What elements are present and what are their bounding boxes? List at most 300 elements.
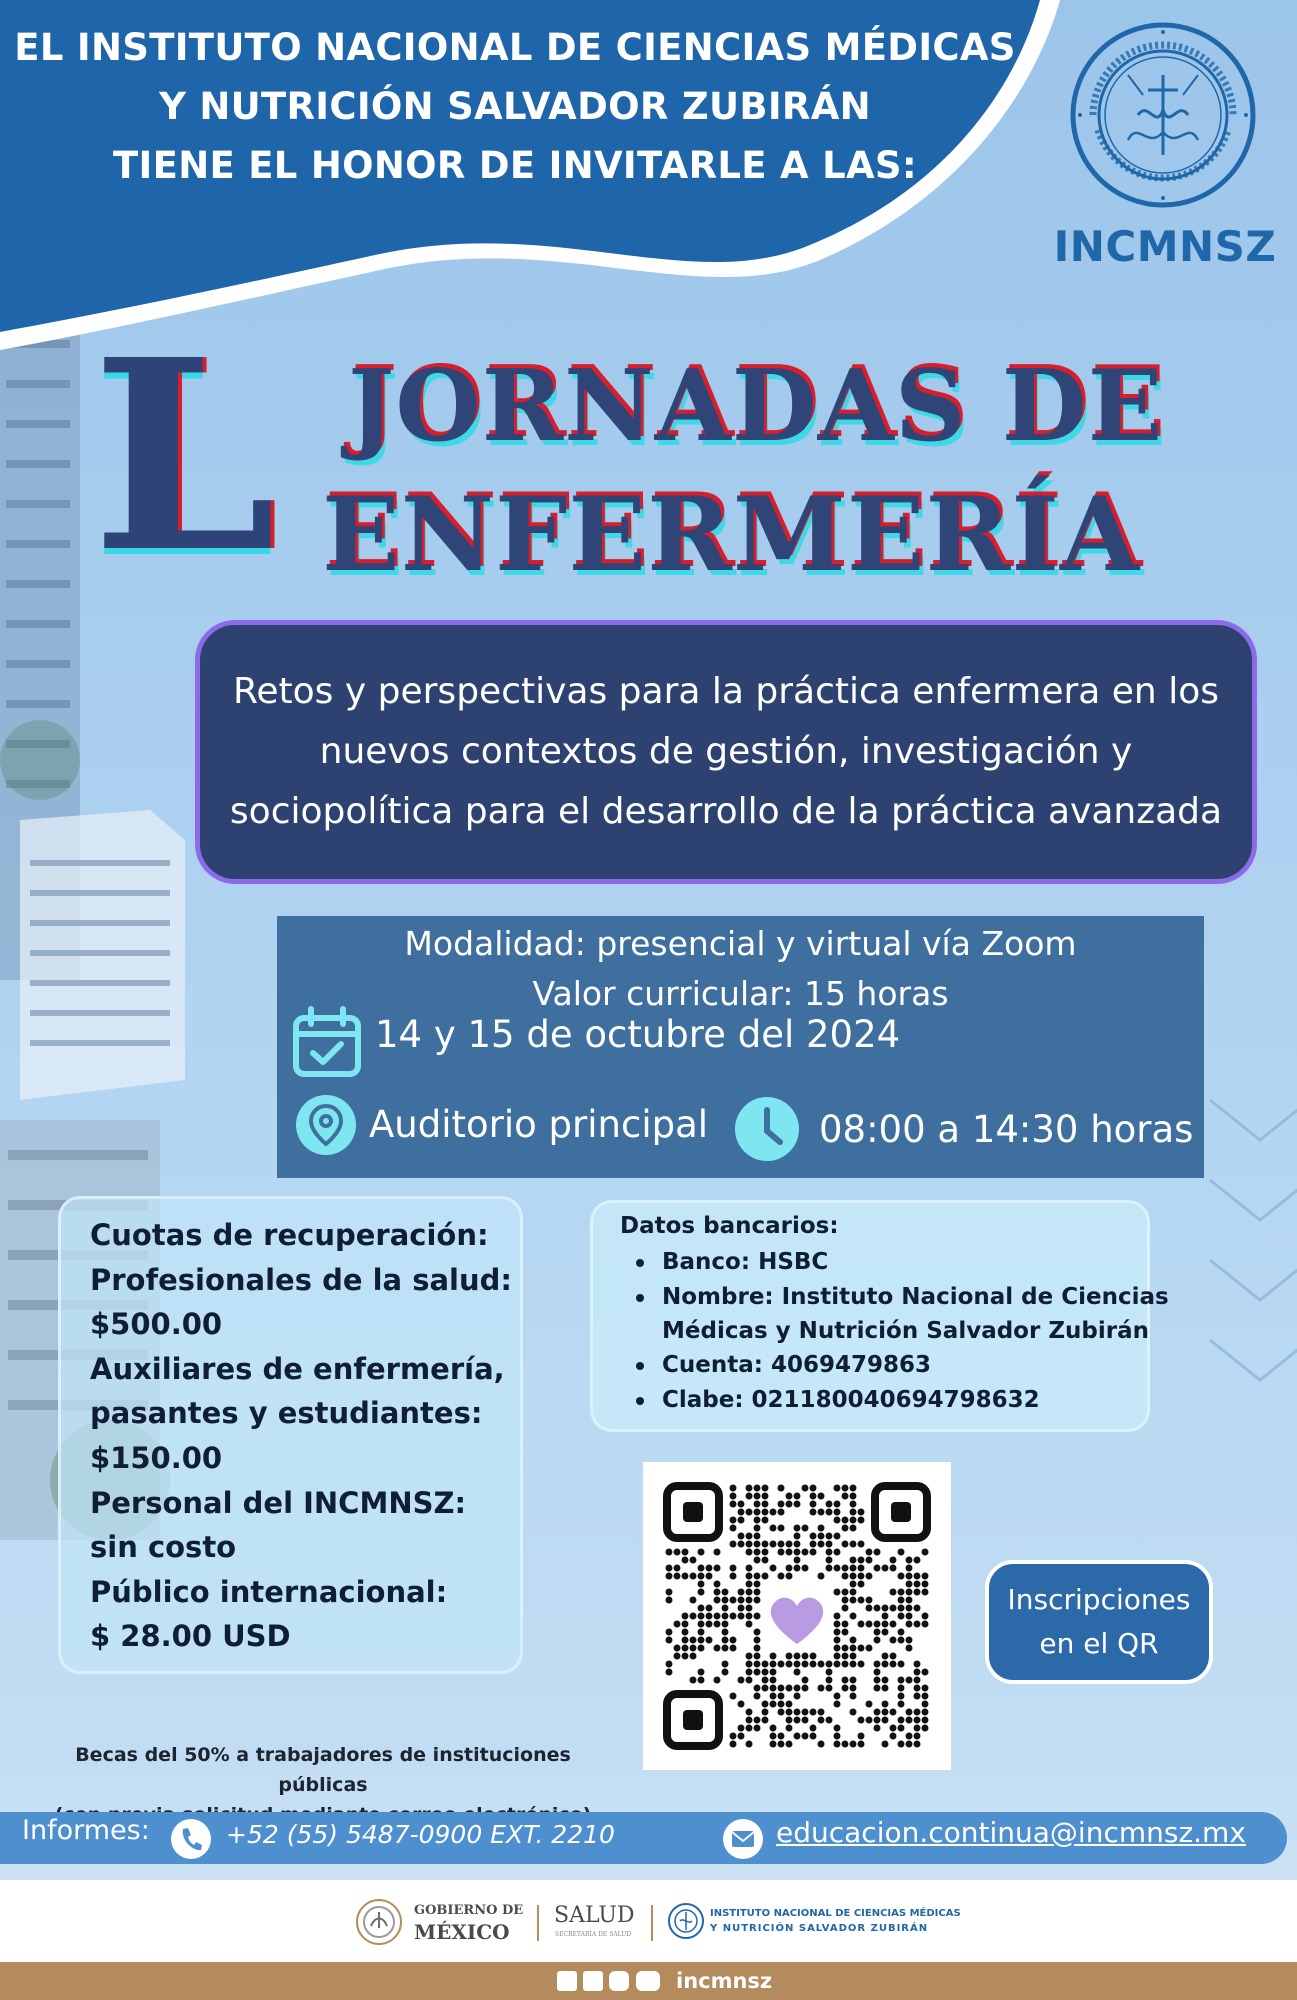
gov-line-2: MÉXICO — [414, 1920, 510, 1944]
qr-module — [842, 1629, 849, 1636]
qr-module — [882, 1741, 889, 1748]
qr-module — [746, 1597, 753, 1604]
qr-module — [746, 1717, 753, 1724]
qr-module — [922, 1725, 929, 1732]
qr-module — [850, 1573, 857, 1580]
qr-module — [770, 1661, 777, 1668]
qr-module — [698, 1621, 705, 1628]
qr-module — [794, 1501, 801, 1508]
qr-module — [874, 1637, 881, 1644]
qr-module — [794, 1493, 801, 1500]
qr-module — [778, 1525, 785, 1532]
qr-module — [914, 1581, 921, 1588]
fee-line: pasantes y estudiantes: — [90, 1396, 483, 1431]
calendar-icon — [291, 1006, 363, 1080]
qr-module — [770, 1685, 777, 1692]
qr-module — [898, 1589, 905, 1596]
title-line-2: ENFERMERÍA — [322, 475, 1141, 595]
qr-module — [826, 1685, 833, 1692]
qr-module — [722, 1637, 729, 1644]
qr-module — [770, 1669, 777, 1676]
qr-module — [666, 1669, 673, 1676]
qr-module — [842, 1573, 849, 1580]
qr-module — [778, 1485, 785, 1492]
qr-module — [730, 1493, 737, 1500]
qr-module — [682, 1613, 689, 1620]
qr-module — [842, 1653, 849, 1660]
qr-module — [826, 1565, 833, 1572]
qr-module — [778, 1541, 785, 1548]
bank-item — [662, 1245, 828, 1279]
qr-module — [706, 1565, 713, 1572]
qr-module — [810, 1733, 817, 1740]
qr-module — [914, 1661, 921, 1668]
qr-module — [882, 1613, 889, 1620]
qr-module — [778, 1509, 785, 1516]
qr-module — [722, 1661, 729, 1668]
contact-phone[interactable]: +52 (55) 5487-0900 EXT. 2210 — [226, 1820, 615, 1849]
qr-module — [850, 1709, 857, 1716]
qr-module — [746, 1613, 753, 1620]
qr-module — [730, 1565, 737, 1572]
qr-module — [714, 1613, 721, 1620]
qr-module — [738, 1517, 745, 1524]
qr-module — [858, 1733, 865, 1740]
qr-module — [914, 1717, 921, 1724]
youtube-icon[interactable] — [636, 1971, 660, 1991]
qr-module — [666, 1549, 673, 1556]
qr-module — [746, 1709, 753, 1716]
qr-module — [914, 1725, 921, 1732]
qr-module — [714, 1581, 721, 1588]
fee-line: Auxiliares de enfermería, — [90, 1351, 505, 1386]
contact-email-link[interactable]: educacion.continua@incmnsz.mx — [776, 1816, 1246, 1849]
qr-module — [874, 1565, 881, 1572]
qr-module — [746, 1573, 753, 1580]
clock-icon — [734, 1096, 800, 1162]
qr-module — [898, 1605, 905, 1612]
qr-module — [890, 1621, 897, 1628]
qr-module — [746, 1653, 753, 1660]
qr-module — [906, 1717, 913, 1724]
qr-module — [834, 1549, 841, 1556]
qr-module — [762, 1669, 769, 1676]
qr-module — [746, 1565, 753, 1572]
qr-module — [730, 1613, 737, 1620]
bank-item-continued — [662, 1314, 1149, 1348]
qr-module — [746, 1621, 753, 1628]
qr-module — [906, 1605, 913, 1612]
qr-module — [802, 1733, 809, 1740]
qr-module — [906, 1677, 913, 1684]
qr-module — [842, 1741, 849, 1748]
qr-module — [906, 1733, 913, 1740]
qr-module — [802, 1685, 809, 1692]
footer-institute-line-2: Y NUTRICIÓN SALVADOR ZUBIRÁN — [710, 1923, 929, 1934]
qr-module — [786, 1501, 793, 1508]
footer-institute-line-1: INSTITUTO NACIONAL DE CIENCIAS MÉDICAS — [710, 1908, 961, 1919]
qr-module — [810, 1509, 817, 1516]
footer-separator — [651, 1905, 653, 1941]
qr-module — [754, 1581, 761, 1588]
registration-cta[interactable] — [985, 1560, 1213, 1684]
qr-module — [794, 1525, 801, 1532]
qr-module — [698, 1581, 705, 1588]
qr-module — [746, 1661, 753, 1668]
qr-module — [778, 1701, 785, 1708]
fees-list — [90, 1213, 512, 1659]
qr-module — [906, 1565, 913, 1572]
event-venue: Auditorio principal — [369, 1103, 709, 1146]
qr-module — [754, 1541, 761, 1548]
qr-module — [738, 1733, 745, 1740]
qr-module — [754, 1573, 761, 1580]
qr-module — [874, 1717, 881, 1724]
qr-module — [858, 1741, 865, 1748]
qr-module — [730, 1573, 737, 1580]
header-line-1: EL INSTITUTO NACIONAL DE CIENCIAS MÉDICAS — [14, 26, 1016, 69]
qr-module — [850, 1565, 857, 1572]
qr-module — [834, 1501, 841, 1508]
bank-item — [662, 1280, 1169, 1314]
qr-module — [858, 1541, 865, 1548]
qr-module — [714, 1589, 721, 1596]
qr-module — [682, 1637, 689, 1644]
qr-module — [914, 1693, 921, 1700]
qr-module — [810, 1493, 817, 1500]
qr-module — [850, 1581, 857, 1588]
event-date: 14 y 15 de octubre del 2024 — [375, 1013, 901, 1056]
qr-module — [922, 1709, 929, 1716]
qr-module — [898, 1693, 905, 1700]
qr-module — [874, 1629, 881, 1636]
qr-module — [754, 1661, 761, 1668]
qr-module — [802, 1661, 809, 1668]
qr-module — [874, 1661, 881, 1668]
qr-module — [754, 1485, 761, 1492]
qr-module — [866, 1549, 873, 1556]
qr-module — [858, 1581, 865, 1588]
qr-module — [834, 1485, 841, 1492]
qr-module — [818, 1685, 825, 1692]
qr-module — [730, 1485, 737, 1492]
qr-module — [786, 1741, 793, 1748]
registration-qr-code[interactable] — [643, 1462, 951, 1770]
qr-module — [706, 1621, 713, 1628]
qr-module — [906, 1637, 913, 1644]
qr-module — [698, 1677, 705, 1684]
qr-module — [666, 1589, 673, 1596]
qr-module — [746, 1549, 753, 1556]
qr-module — [698, 1669, 705, 1676]
qr-module — [898, 1725, 905, 1732]
qr-module — [754, 1653, 761, 1660]
qr-module — [866, 1717, 873, 1724]
qr-module — [722, 1605, 729, 1612]
qr-module — [666, 1661, 673, 1668]
qr-module — [874, 1621, 881, 1628]
qr-module — [818, 1573, 825, 1580]
qr-module — [690, 1645, 697, 1652]
qr-module — [754, 1509, 761, 1516]
qr-module — [778, 1573, 785, 1580]
qr-module — [714, 1597, 721, 1604]
qr-module — [818, 1533, 825, 1540]
qr-module — [746, 1541, 753, 1548]
qr-module — [890, 1637, 897, 1644]
qr-module — [786, 1709, 793, 1716]
qr-module — [738, 1701, 745, 1708]
qr-module — [818, 1541, 825, 1548]
qr-module — [922, 1685, 929, 1692]
bank-item — [662, 1348, 931, 1382]
qr-finder-inner — [683, 1502, 703, 1522]
qr-module — [786, 1549, 793, 1556]
qr-module — [690, 1677, 697, 1684]
footer-logos — [0, 1880, 1297, 1962]
qr-module — [786, 1573, 793, 1580]
qr-module — [690, 1573, 697, 1580]
qr-module — [810, 1549, 817, 1556]
qr-module — [834, 1589, 841, 1596]
qr-module — [770, 1701, 777, 1708]
qr-module — [810, 1653, 817, 1660]
qr-module — [826, 1533, 833, 1540]
qr-module — [834, 1621, 841, 1628]
qr-module — [754, 1525, 761, 1532]
fees-heading: Cuotas de recuperación: — [90, 1218, 489, 1252]
scholarship-line-1: Becas del 50% a trabajadores de instituciones públicas — [75, 1744, 571, 1796]
qr-module — [842, 1565, 849, 1572]
qr-module — [666, 1597, 673, 1604]
qr-module — [850, 1685, 857, 1692]
qr-module — [778, 1549, 785, 1556]
qr-module — [674, 1621, 681, 1628]
qr-module — [826, 1677, 833, 1684]
qr-module — [850, 1613, 857, 1620]
qr-module — [826, 1661, 833, 1668]
qr-module — [714, 1565, 721, 1572]
qr-module — [778, 1685, 785, 1692]
qr-module — [866, 1597, 873, 1604]
qr-module — [834, 1701, 841, 1708]
qr-module — [850, 1557, 857, 1564]
qr-module — [914, 1589, 921, 1596]
qr-module — [682, 1645, 689, 1652]
qr-module — [698, 1589, 705, 1596]
qr-module — [810, 1661, 817, 1668]
qr-module — [746, 1485, 753, 1492]
qr-module — [794, 1709, 801, 1716]
qr-module — [794, 1717, 801, 1724]
qr-module — [898, 1677, 905, 1684]
qr-module — [730, 1733, 737, 1740]
qr-module — [922, 1701, 929, 1708]
qr-module — [842, 1621, 849, 1628]
qr-module — [882, 1621, 889, 1628]
qr-module — [754, 1517, 761, 1524]
qr-module — [898, 1573, 905, 1580]
qr-module — [794, 1541, 801, 1548]
qr-module — [842, 1525, 849, 1532]
qr-module — [850, 1509, 857, 1516]
qr-module — [834, 1565, 841, 1572]
qr-module — [762, 1701, 769, 1708]
qr-module — [834, 1741, 841, 1748]
qr-module — [850, 1493, 857, 1500]
qr-module — [826, 1669, 833, 1676]
qr-module — [746, 1605, 753, 1612]
qr-module — [698, 1629, 705, 1636]
cta-line-1: Inscripciones — [1007, 1583, 1191, 1616]
event-info-panel — [277, 916, 1204, 1178]
title-line-1: JORNADAS DE — [348, 349, 1164, 464]
qr-module — [818, 1509, 825, 1516]
qr-module — [770, 1653, 777, 1660]
qr-module — [786, 1685, 793, 1692]
qr-finder-inner — [683, 1710, 703, 1730]
qr-module — [898, 1685, 905, 1692]
facebook-icon[interactable] — [557, 1971, 577, 1991]
institute-seal-logo — [1068, 20, 1258, 210]
qr-module — [754, 1717, 761, 1724]
qr-module — [890, 1709, 897, 1716]
qr-module — [762, 1685, 769, 1692]
qr-module — [906, 1597, 913, 1604]
qr-module — [818, 1493, 825, 1500]
qr-module — [802, 1485, 809, 1492]
qr-module — [914, 1685, 921, 1692]
qr-module — [722, 1597, 729, 1604]
qr-module — [674, 1573, 681, 1580]
qr-module — [842, 1493, 849, 1500]
qr-module — [706, 1613, 713, 1620]
qr-module — [874, 1549, 881, 1556]
qr-module — [850, 1589, 857, 1596]
qr-module — [866, 1621, 873, 1628]
instagram-icon[interactable] — [609, 1971, 629, 1991]
qr-module — [666, 1629, 673, 1636]
qr-module — [850, 1541, 857, 1548]
qr-module — [842, 1685, 849, 1692]
qr-module — [794, 1669, 801, 1676]
qr-module — [882, 1629, 889, 1636]
qr-module — [882, 1717, 889, 1724]
qr-module — [722, 1589, 729, 1596]
qr-module — [906, 1589, 913, 1596]
qr-module — [762, 1677, 769, 1684]
qr-module — [690, 1637, 697, 1644]
qr-module — [914, 1621, 921, 1628]
qr-module — [666, 1637, 673, 1644]
qr-module — [762, 1709, 769, 1716]
qr-module — [850, 1517, 857, 1524]
qr-module — [786, 1653, 793, 1660]
bank-item — [662, 1383, 1040, 1417]
qr-module — [834, 1653, 841, 1660]
qr-module — [906, 1581, 913, 1588]
qr-module — [842, 1605, 849, 1612]
qr-module — [890, 1589, 897, 1596]
qr-module — [786, 1701, 793, 1708]
qr-module — [826, 1509, 833, 1516]
qr-module — [754, 1613, 761, 1620]
qr-module — [826, 1541, 833, 1548]
qr-module — [778, 1661, 785, 1668]
qr-module — [746, 1741, 753, 1748]
qr-module — [754, 1685, 761, 1692]
contact-label: Informes: — [22, 1815, 150, 1846]
qr-module — [794, 1733, 801, 1740]
qr-module — [722, 1621, 729, 1628]
qr-module — [850, 1637, 857, 1644]
mexico-coat-of-arms-icon — [355, 1898, 403, 1946]
qr-module — [858, 1517, 865, 1524]
qr-module — [882, 1709, 889, 1716]
qr-module — [866, 1557, 873, 1564]
qr-module — [866, 1645, 873, 1652]
qr-module — [834, 1613, 841, 1620]
fee-line: $500.00 — [90, 1307, 223, 1342]
bank-item-text: Cuenta: 4069479863 — [662, 1352, 931, 1378]
qr-module — [866, 1701, 873, 1708]
twitter-icon[interactable] — [583, 1971, 603, 1991]
qr-module — [810, 1485, 817, 1492]
qr-module — [882, 1685, 889, 1692]
qr-module — [898, 1701, 905, 1708]
qr-module — [706, 1573, 713, 1580]
qr-module — [818, 1717, 825, 1724]
qr-module — [834, 1629, 841, 1636]
qr-module — [762, 1517, 769, 1524]
qr-module — [826, 1501, 833, 1508]
qr-module — [858, 1621, 865, 1628]
qr-module — [914, 1741, 921, 1748]
qr-module — [698, 1637, 705, 1644]
qr-module — [922, 1589, 929, 1596]
qr-module — [746, 1589, 753, 1596]
bullet — [636, 1259, 644, 1267]
qr-module — [770, 1693, 777, 1700]
bank-item-text: Nombre: Instituto Nacional de Ciencias — [662, 1284, 1169, 1310]
qr-module — [762, 1541, 769, 1548]
qr-module — [714, 1677, 721, 1684]
qr-module — [898, 1629, 905, 1636]
qr-module — [714, 1645, 721, 1652]
qr-module — [770, 1741, 777, 1748]
qr-module — [762, 1661, 769, 1668]
qr-module — [698, 1573, 705, 1580]
qr-module — [898, 1637, 905, 1644]
qr-module — [906, 1573, 913, 1580]
qr-module — [850, 1525, 857, 1532]
modality-text: Modalidad: presencial y virtual vía Zoom — [404, 924, 1077, 963]
institute-acronym: INCMNSZ — [1053, 222, 1277, 271]
qr-module — [834, 1517, 841, 1524]
qr-module — [882, 1677, 889, 1684]
qr-module — [706, 1605, 713, 1612]
qr-module — [762, 1573, 769, 1580]
social-handle[interactable]: incmnsz — [676, 1969, 773, 1993]
subtitle-box — [195, 620, 1257, 884]
qr-module — [730, 1637, 737, 1644]
qr-module — [778, 1709, 785, 1716]
qr-module — [898, 1549, 905, 1556]
qr-module — [738, 1613, 745, 1620]
qr-module — [762, 1493, 769, 1500]
qr-module — [738, 1677, 745, 1684]
footer-separator — [537, 1905, 539, 1941]
